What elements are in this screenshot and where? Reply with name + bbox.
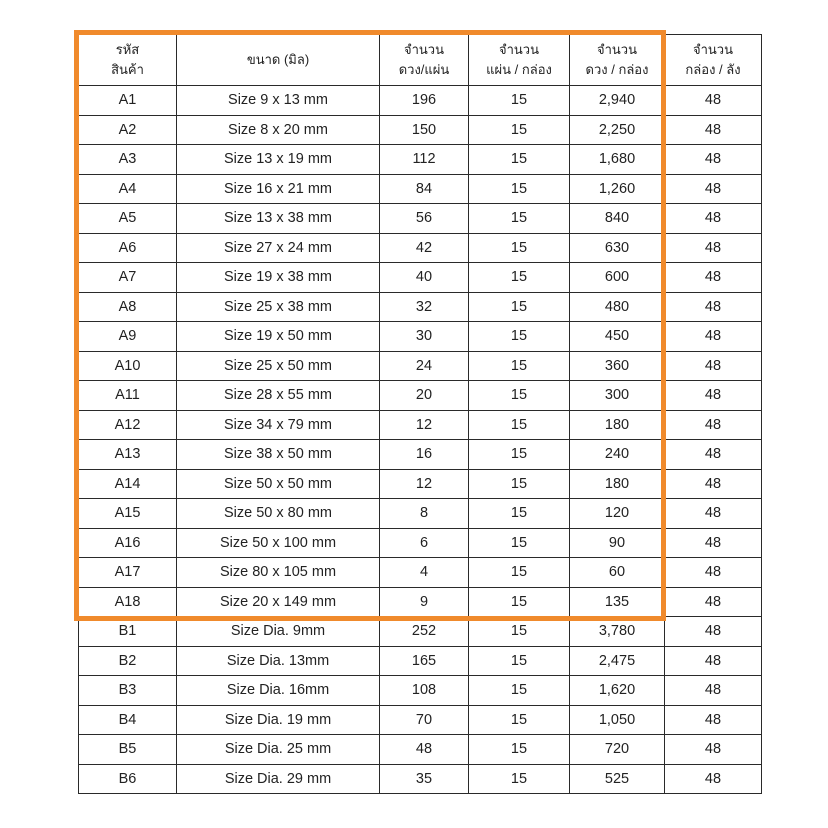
cell-labels-per-sheet: 112 (380, 145, 469, 175)
header-text-line: รหัส (115, 42, 140, 57)
cell-sheets-per-box: 15 (469, 617, 570, 647)
cell-labels-per-sheet: 32 (380, 292, 469, 322)
cell-sheets-per-box: 15 (469, 145, 570, 175)
cell-labels-per-box: 480 (570, 292, 665, 322)
cell-size: Size 28 x 55 mm (177, 381, 380, 411)
cell-labels-per-sheet: 30 (380, 322, 469, 352)
cell-boxes-per-carton: 48 (665, 292, 762, 322)
cell-sheets-per-box: 15 (469, 764, 570, 794)
cell-sheets-per-box: 15 (469, 705, 570, 735)
cell-boxes-per-carton: 48 (665, 351, 762, 381)
cell-labels-per-box: 720 (570, 735, 665, 765)
cell-code: A10 (79, 351, 177, 381)
cell-size: Size 13 x 38 mm (177, 204, 380, 234)
cell-code: A18 (79, 587, 177, 617)
cell-size: Size Dia. 13mm (177, 646, 380, 676)
cell-labels-per-box: 240 (570, 440, 665, 470)
cell-size: Size 8 x 20 mm (177, 115, 380, 145)
header-text-line: จำนวน (693, 42, 733, 57)
cell-boxes-per-carton: 48 (665, 174, 762, 204)
cell-boxes-per-carton: 48 (665, 86, 762, 116)
cell-labels-per-sheet: 9 (380, 587, 469, 617)
cell-size: Size 27 x 24 mm (177, 233, 380, 263)
table-row (79, 558, 762, 588)
cell-code: A2 (79, 115, 177, 145)
cell-labels-per-box: 300 (570, 381, 665, 411)
cell-labels-per-box: 180 (570, 410, 665, 440)
cell-labels-per-sheet: 108 (380, 676, 469, 706)
header-text-line: จำนวน (404, 42, 444, 57)
cell-sheets-per-box: 15 (469, 587, 570, 617)
table-row (79, 469, 762, 499)
table-row (79, 440, 762, 470)
header-boxes-per-carton (665, 35, 762, 86)
table-row (79, 410, 762, 440)
cell-labels-per-sheet: 16 (380, 440, 469, 470)
cell-sheets-per-box: 15 (469, 174, 570, 204)
table-row (79, 322, 762, 352)
cell-code: A17 (79, 558, 177, 588)
cell-labels-per-sheet: 35 (380, 764, 469, 794)
cell-labels-per-box: 90 (570, 528, 665, 558)
cell-boxes-per-carton: 48 (665, 381, 762, 411)
cell-sheets-per-box: 15 (469, 204, 570, 234)
cell-boxes-per-carton: 48 (665, 410, 762, 440)
header-labels-per-sheet (380, 35, 469, 86)
cell-size: Size Dia. 9mm (177, 617, 380, 647)
cell-labels-per-box: 3,780 (570, 617, 665, 647)
cell-labels-per-sheet: 42 (380, 233, 469, 263)
cell-size: Size 13 x 19 mm (177, 145, 380, 175)
cell-code: A11 (79, 381, 177, 411)
cell-sheets-per-box: 15 (469, 322, 570, 352)
cell-labels-per-sheet: 165 (380, 646, 469, 676)
cell-code: A13 (79, 440, 177, 470)
table-row (79, 528, 762, 558)
table-row (79, 764, 762, 794)
cell-boxes-per-carton: 48 (665, 617, 762, 647)
cell-code: A16 (79, 528, 177, 558)
cell-labels-per-sheet: 56 (380, 204, 469, 234)
table-row (79, 735, 762, 765)
table-row (79, 705, 762, 735)
cell-boxes-per-carton: 48 (665, 115, 762, 145)
cell-size: Size 16 x 21 mm (177, 174, 380, 204)
cell-size: Size 80 x 105 mm (177, 558, 380, 588)
cell-labels-per-sheet: 40 (380, 263, 469, 293)
cell-boxes-per-carton: 48 (665, 764, 762, 794)
cell-size: Size Dia. 25 mm (177, 735, 380, 765)
cell-code: A1 (79, 86, 177, 116)
cell-sheets-per-box: 15 (469, 351, 570, 381)
cell-labels-per-sheet: 84 (380, 174, 469, 204)
cell-size: Size 25 x 50 mm (177, 351, 380, 381)
cell-labels-per-box: 600 (570, 263, 665, 293)
cell-code: A4 (79, 174, 177, 204)
cell-size: Size 38 x 50 mm (177, 440, 380, 470)
cell-sheets-per-box: 15 (469, 499, 570, 529)
table-row (79, 499, 762, 529)
cell-labels-per-box: 450 (570, 322, 665, 352)
cell-sheets-per-box: 15 (469, 86, 570, 116)
cell-sheets-per-box: 15 (469, 528, 570, 558)
cell-boxes-per-carton: 48 (665, 705, 762, 735)
cell-labels-per-sheet: 20 (380, 381, 469, 411)
cell-boxes-per-carton: 48 (665, 646, 762, 676)
cell-sheets-per-box: 15 (469, 735, 570, 765)
table-row (79, 233, 762, 263)
cell-labels-per-box: 1,620 (570, 676, 665, 706)
cell-boxes-per-carton: 48 (665, 676, 762, 706)
cell-sheets-per-box: 15 (469, 469, 570, 499)
cell-labels-per-box: 135 (570, 587, 665, 617)
table-row (79, 174, 762, 204)
cell-boxes-per-carton: 48 (665, 735, 762, 765)
cell-labels-per-box: 60 (570, 558, 665, 588)
cell-code: A8 (79, 292, 177, 322)
table-row (79, 145, 762, 175)
cell-code: A14 (79, 469, 177, 499)
header-text-line: แผ่น / กล่อง (486, 62, 552, 77)
cell-boxes-per-carton: 48 (665, 469, 762, 499)
table-row (79, 351, 762, 381)
cell-sheets-per-box: 15 (469, 410, 570, 440)
cell-labels-per-sheet: 70 (380, 705, 469, 735)
cell-code: A7 (79, 263, 177, 293)
cell-sheets-per-box: 15 (469, 646, 570, 676)
cell-size: Size 50 x 100 mm (177, 528, 380, 558)
cell-boxes-per-carton: 48 (665, 204, 762, 234)
cell-code: B5 (79, 735, 177, 765)
cell-labels-per-box: 180 (570, 469, 665, 499)
cell-labels-per-sheet: 252 (380, 617, 469, 647)
table-row (79, 263, 762, 293)
cell-code: B6 (79, 764, 177, 794)
cell-size: Size 9 x 13 mm (177, 86, 380, 116)
cell-size: Size 20 x 149 mm (177, 587, 380, 617)
cell-code: B4 (79, 705, 177, 735)
cell-code: A6 (79, 233, 177, 263)
cell-code: B2 (79, 646, 177, 676)
cell-sheets-per-box: 15 (469, 292, 570, 322)
cell-code: A5 (79, 204, 177, 234)
cell-labels-per-box: 360 (570, 351, 665, 381)
table-row (79, 381, 762, 411)
cell-size: Size 19 x 50 mm (177, 322, 380, 352)
header-sheets-per-box (469, 35, 570, 86)
table-row (79, 646, 762, 676)
cell-size: Size 50 x 80 mm (177, 499, 380, 529)
table-header-row (79, 35, 762, 86)
product-size-table (78, 34, 762, 794)
cell-size: Size 50 x 50 mm (177, 469, 380, 499)
cell-labels-per-sheet: 6 (380, 528, 469, 558)
cell-code: A12 (79, 410, 177, 440)
cell-labels-per-box: 630 (570, 233, 665, 263)
cell-boxes-per-carton: 48 (665, 528, 762, 558)
cell-code: B1 (79, 617, 177, 647)
cell-size: Size Dia. 29 mm (177, 764, 380, 794)
cell-labels-per-sheet: 12 (380, 469, 469, 499)
table-row (79, 204, 762, 234)
cell-code: A9 (79, 322, 177, 352)
cell-labels-per-sheet: 196 (380, 86, 469, 116)
table-row (79, 587, 762, 617)
cell-labels-per-box: 120 (570, 499, 665, 529)
cell-sheets-per-box: 15 (469, 676, 570, 706)
table-row (79, 86, 762, 116)
cell-size: Size Dia. 19 mm (177, 705, 380, 735)
header-text-line: กล่อง / ลัง (685, 62, 741, 77)
cell-code: A3 (79, 145, 177, 175)
cell-labels-per-box: 840 (570, 204, 665, 234)
cell-code: A15 (79, 499, 177, 529)
cell-sheets-per-box: 15 (469, 263, 570, 293)
cell-labels-per-sheet: 48 (380, 735, 469, 765)
header-text-line: จำนวน (499, 42, 539, 57)
cell-labels-per-box: 2,475 (570, 646, 665, 676)
header-product-code (79, 35, 177, 86)
cell-sheets-per-box: 15 (469, 115, 570, 145)
header-labels-per-box (570, 35, 665, 86)
cell-boxes-per-carton: 48 (665, 499, 762, 529)
cell-boxes-per-carton: 48 (665, 233, 762, 263)
cell-labels-per-sheet: 24 (380, 351, 469, 381)
cell-boxes-per-carton: 48 (665, 587, 762, 617)
cell-boxes-per-carton: 48 (665, 322, 762, 352)
cell-size: Size 34 x 79 mm (177, 410, 380, 440)
cell-labels-per-sheet: 4 (380, 558, 469, 588)
cell-sheets-per-box: 15 (469, 233, 570, 263)
cell-boxes-per-carton: 48 (665, 558, 762, 588)
header-text-line: ขนาด (มิล) (246, 52, 310, 67)
cell-labels-per-box: 2,250 (570, 115, 665, 145)
cell-sheets-per-box: 15 (469, 558, 570, 588)
table-row (79, 617, 762, 647)
cell-labels-per-box: 525 (570, 764, 665, 794)
cell-size: Size 19 x 38 mm (177, 263, 380, 293)
cell-labels-per-sheet: 12 (380, 410, 469, 440)
cell-labels-per-sheet: 150 (380, 115, 469, 145)
cell-sheets-per-box: 15 (469, 381, 570, 411)
cell-labels-per-box: 1,050 (570, 705, 665, 735)
cell-boxes-per-carton: 48 (665, 263, 762, 293)
cell-size: Size Dia. 16mm (177, 676, 380, 706)
cell-labels-per-box: 2,940 (570, 86, 665, 116)
header-text-line: ดวง / กล่อง (585, 62, 649, 77)
header-text-line: สินค้า (111, 62, 144, 77)
header-size (177, 35, 380, 86)
cell-boxes-per-carton: 48 (665, 145, 762, 175)
header-text-line: ดวง/แผ่น (398, 62, 450, 77)
cell-code: B3 (79, 676, 177, 706)
cell-labels-per-box: 1,260 (570, 174, 665, 204)
cell-labels-per-box: 1,680 (570, 145, 665, 175)
cell-boxes-per-carton: 48 (665, 440, 762, 470)
header-text-line: จำนวน (597, 42, 637, 57)
table-row (79, 292, 762, 322)
cell-labels-per-sheet: 8 (380, 499, 469, 529)
table-row (79, 115, 762, 145)
cell-size: Size 25 x 38 mm (177, 292, 380, 322)
table-row (79, 676, 762, 706)
cell-sheets-per-box: 15 (469, 440, 570, 470)
